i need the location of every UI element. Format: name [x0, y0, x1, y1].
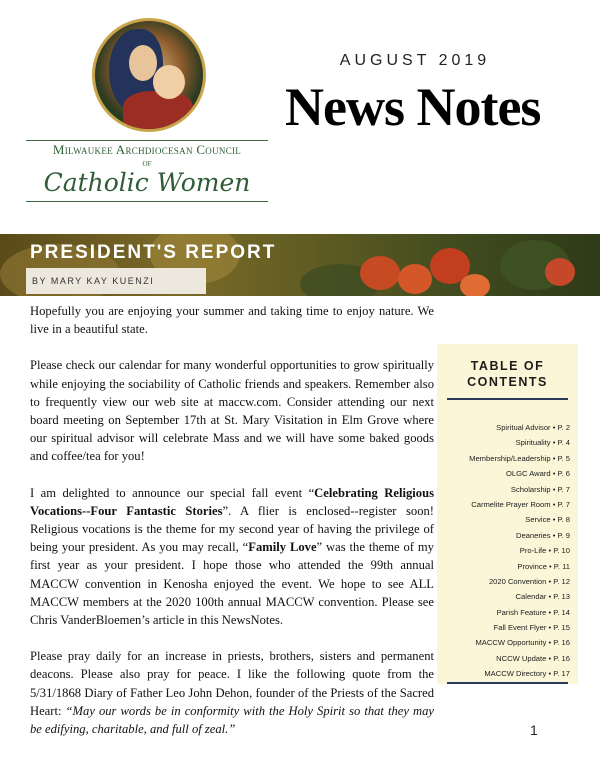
issue-month: AUGUST 2019 — [339, 52, 491, 69]
org-name-line2: Catholic Women — [43, 168, 251, 197]
paragraph-4-text: Please pray daily for an increase in priests, brothers, sisters and permanent deacons. Please also pray for peace. I like the following quote from the 5/31/1868 Diary of Father Leo John Dehon, founder of the Priests of the Sacred Heart: — [30, 649, 434, 718]
page-number: 1 — [530, 722, 538, 738]
theme-family-love-bold: Family Love — [248, 540, 317, 555]
article-paragraph-3 — [30, 484, 434, 630]
toc-list — [437, 420, 570, 682]
org-name-line1: Milwaukee Archdiocesan Council — [52, 142, 242, 157]
section-title: PRESIDENT'S REPORT — [30, 242, 277, 263]
toc-item[interactable]: Province • P. 11 — [517, 561, 570, 571]
logo-divider-bottom — [26, 201, 268, 202]
toc-item[interactable]: Carmelite Prayer Room • P. 7 — [471, 499, 570, 509]
newsletter-title: News Notes — [285, 77, 541, 137]
paragraph-3-text-c: ” was the theme of my first year as your president. I hope those who attended the 99th annual MACCW convention in Kenosha enjoyed the event. We hope to see ALL MACCW members at the 2020 100th annual MACCW convention. Please see Chris VanderBloemen’s article in this NewsNotes. — [30, 540, 434, 628]
toc-item[interactable]: OLGC Award • P. 6 — [505, 469, 570, 479]
article-paragraph-4 — [30, 647, 434, 738]
org-name-of: of — [142, 158, 152, 169]
toc-heading-line1: TABLE OF — [470, 359, 545, 373]
paragraph-3-text-b: ”. A flier is enclosed--register soon! Religious vocations is the theme for my second year of having the privilege of being your president. As you may recall, “ — [30, 503, 434, 555]
toc-heading-line2: CONTENTS — [467, 375, 548, 389]
toc-item[interactable]: Deaneries • P. 9 — [515, 530, 570, 540]
logo-divider-top — [26, 140, 268, 141]
article-body — [30, 302, 434, 756]
article-paragraph-2: Please check our calendar for many wonderful opportunities to grow spiritually while enjoying the sociability of Catholic friends and speakers. Remember also to frequently view our web site at maccw.com. Consider attending our next board meeting on September 17th at St. Mary Visitation in Elm Grove where our spiritual advisor will celebrate Mass and we will have some baked goods and coffee/tea for you! — [30, 358, 434, 464]
toc-item[interactable]: 2020 Convention • P. 12 — [488, 576, 570, 586]
toc-item[interactable]: NCCW Update • P. 16 — [496, 653, 570, 663]
toc-item[interactable]: Scholarship • P. 7 — [510, 484, 570, 494]
toc-item[interactable]: Spirituality • P. 4 — [515, 438, 570, 448]
toc-item[interactable]: MACCW Opportunity • P. 16 — [475, 638, 570, 648]
toc-item[interactable]: Service • P. 8 — [525, 515, 570, 525]
dehon-quote: “May our words be in conformity with the Holy Spirit so that they may be edifying, charitable, and full of zeal.” — [30, 703, 434, 737]
toc-rule-top — [447, 398, 568, 400]
toc-item[interactable]: Pro-Life • P. 10 — [519, 546, 570, 556]
event-title-bold: Celebrating Religious Vocations--Four Fantastic Stories — [30, 485, 434, 518]
table-of-contents — [437, 344, 578, 684]
toc-item[interactable]: Spiritual Advisor • P. 2 — [496, 423, 570, 432]
toc-item[interactable]: MACCW Directory • P. 17 — [484, 669, 570, 679]
toc-item[interactable]: Membership/Leadership • P. 5 — [469, 453, 570, 463]
toc-item[interactable]: Fall Event Flyer • P. 15 — [493, 623, 570, 633]
toc-heading — [437, 358, 578, 390]
paragraph-3-text-a: I am delighted to announce our special fall event “ — [30, 485, 315, 500]
article-byline: BY MARY KAY KUENZI — [32, 276, 155, 286]
toc-rule-bottom — [447, 682, 568, 684]
toc-item[interactable]: Calendar • P. 13 — [515, 592, 570, 602]
toc-item[interactable]: Parish Feature • P. 14 — [496, 607, 570, 617]
organization-logo — [26, 18, 268, 202]
article-paragraph-1: Hopefully you are enjoying your summer and taking time to enjoy nature. We live in a beautiful state. — [30, 304, 434, 337]
madonna-medallion-image — [92, 18, 206, 132]
